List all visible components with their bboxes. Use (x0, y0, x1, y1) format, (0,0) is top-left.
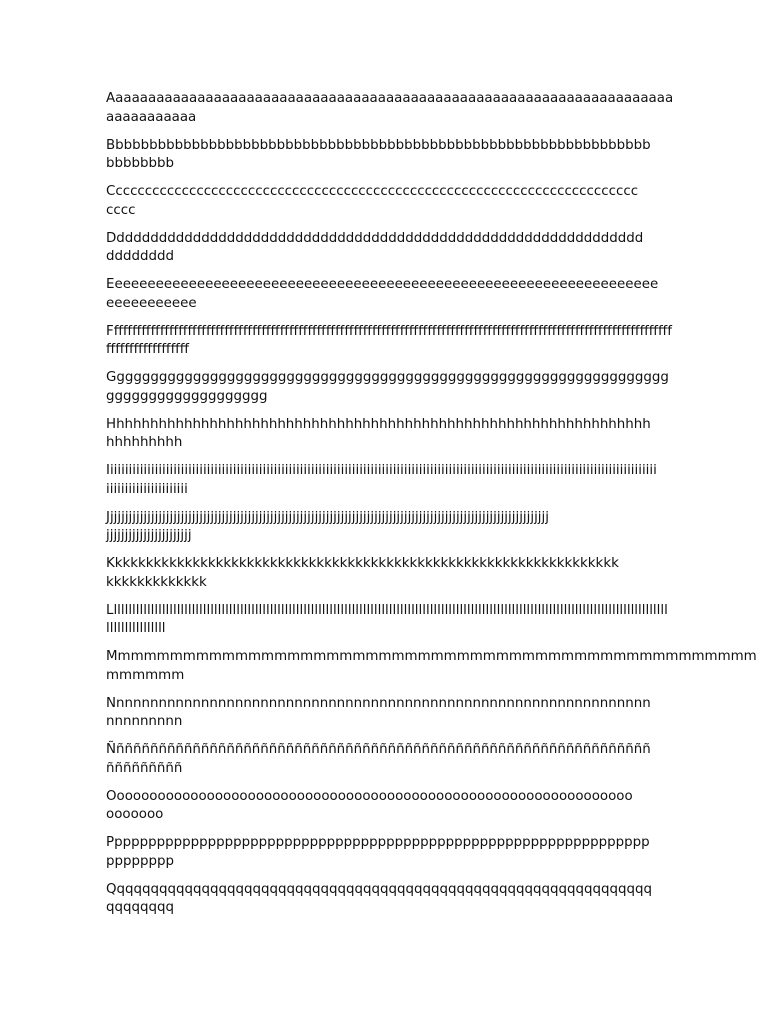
paragraph-a (106, 90, 674, 127)
paragraph-line: Ddddddddddddddddddddddddddddddddddddddddddddddddddddddddddddddd (106, 230, 644, 246)
paragraph-line: qqqqqqqq (106, 900, 174, 915)
paragraph-line: Nnnnnnnnnnnnnnnnnnnnnnnnnnnnnnnnnnnnnnnnnnnnnnnnnnnnnnnnnnnnnnnn (106, 695, 651, 711)
paragraph-line: eeeeeeeeeee (106, 295, 197, 311)
paragraph-line: Ffffffffffffffffffffffffffffffffffffffffffffffffffffffffffffffffffffffffffffffffffffffffffffffffffffffffffffffffffffffffff (106, 323, 672, 339)
paragraph-line: bbbbbbbb (106, 156, 174, 171)
paragraph-line: Hhhhhhhhhhhhhhhhhhhhhhhhhhhhhhhhhhhhhhhhhhhhhhhhhhhhhhhhhhhhhhhh (106, 416, 651, 432)
paragraph-e (106, 276, 662, 313)
paragraph-n (106, 695, 662, 732)
paragraph-d (106, 230, 662, 267)
paragraph-line: ggggggggggggggggggg (106, 388, 268, 404)
paragraph-line: Mmmmmmmmmmmmmmmmmmmmmmmmmmmmmmmmmmmmmmmmmmmmmmmmmm (106, 649, 757, 664)
paragraph-line: Llllllllllllllllllllllllllllllllllllllllllllllllllllllllllllllllllllllllllllllllllllllllllllllllllllllllllllllllllllllllllllllllllllllllllllllllllllll (106, 602, 668, 618)
paragraph-i (106, 462, 662, 499)
paragraph-l (106, 602, 668, 639)
paragraph-line: Bbbbbbbbbbbbbbbbbbbbbbbbbbbbbbbbbbbbbbbbbbbbbbbbbbbbbbbbbbbbbbbb (106, 137, 651, 153)
paragraph-line: Aaaaaaaaaaaaaaaaaaaaaaaaaaaaaaaaaaaaaaaaaaaaaaaaaaaaaaaaaaaaaaaaaaaaa (106, 91, 674, 106)
paragraph-line: Kkkkkkkkkkkkkkkkkkkkkkkkkkkkkkkkkkkkkkkkkkkkkkkkkkkkkkkkkkkkkkkkkk (106, 556, 619, 571)
paragraph-b (106, 137, 662, 174)
paragraph-line: ooooooo (106, 807, 164, 822)
document-page (106, 90, 757, 927)
paragraph-line: cccc (106, 202, 136, 218)
paragraph-line: Iiiiiiiiiiiiiiiiiiiiiiiiiiiiiiiiiiiiiiiiiiiiiiiiiiiiiiiiiiiiiiiiiiiiiiiiiiiiiiiiiiiiiiiiiiiiiiiiiiiiiiiiiiiiiiiiiiiiiiiiiiiiiiiiiiiiiiiiiiiiiiiiiiii (106, 463, 657, 478)
paragraph-line: llllllllllllllll (106, 621, 166, 636)
paragraph-line: kkkkkkkkkkkkk (106, 574, 207, 590)
paragraph-c (106, 183, 662, 220)
paragraph-line: ñññññññññ (106, 760, 183, 776)
paragraph-line: pppppppp (106, 853, 174, 869)
paragraph-line: iiiiiiiiiiiiiiiiiiiiii (106, 481, 188, 497)
paragraph-h (106, 416, 662, 453)
paragraph-line: Jjjjjjjjjjjjjjjjjjjjjjjjjjjjjjjjjjjjjjjjjjjjjjjjjjjjjjjjjjjjjjjjjjjjjjjjjjjjjjjjjjjjjjjjjjjjjjjjjjjjjjjjjjjjjjjjjjjjjjj (106, 509, 549, 525)
paragraph-line: Cccccccccccccccccccccccccccccccccccccccccccccccccccccccccccccccccccccccc (106, 184, 639, 199)
paragraph-p (106, 834, 662, 871)
paragraph-line: mmmmmm (106, 667, 185, 683)
paragraph-line: aaaaaaaaaaa (106, 109, 197, 125)
paragraph-o (106, 788, 662, 825)
paragraph-line: Pppppppppppppppppppppppppppppppppppppppppppppppppppppppppppppppp (106, 835, 650, 850)
paragraph-enye (106, 741, 662, 778)
paragraph-line: ffffffffffffffffff (106, 342, 190, 357)
paragraph-line: Oooooooooooooooooooooooooooooooooooooooooooooooooooooooooooooooo (106, 788, 633, 804)
paragraph-j (106, 509, 662, 546)
paragraph-line: nnnnnnnnn (106, 714, 183, 729)
paragraph-g (106, 369, 669, 406)
paragraph-line: hhhhhhhhh (106, 435, 183, 450)
paragraph-k (106, 555, 662, 592)
paragraph-line: Qqqqqqqqqqqqqqqqqqqqqqqqqqqqqqqqqqqqqqqqqqqqqqqqqqqqqqqqqqqqqqqq (106, 881, 653, 897)
paragraph-f (106, 323, 672, 360)
paragraph-line: dddddddd (106, 249, 174, 264)
paragraph-line: jjjjjjjjjjjjjjjjjjjjjjj (106, 528, 192, 543)
paragraph-m (106, 648, 757, 685)
paragraph-line: Gggggggggggggggggggggggggggggggggggggggggggggggggggggggggggggggggg (106, 370, 669, 385)
paragraph-q (106, 881, 662, 918)
paragraph-line: Eeeeeeeeeeeeeeeeeeeeeeeeeeeeeeeeeeeeeeeeeeeeeeeeeeeeeeeeeeeeeeeeeee (106, 277, 659, 292)
paragraph-line: Ññññññññññññññññññññññññññññññññññññññññññññññññññññññññññññññññ (106, 742, 651, 757)
